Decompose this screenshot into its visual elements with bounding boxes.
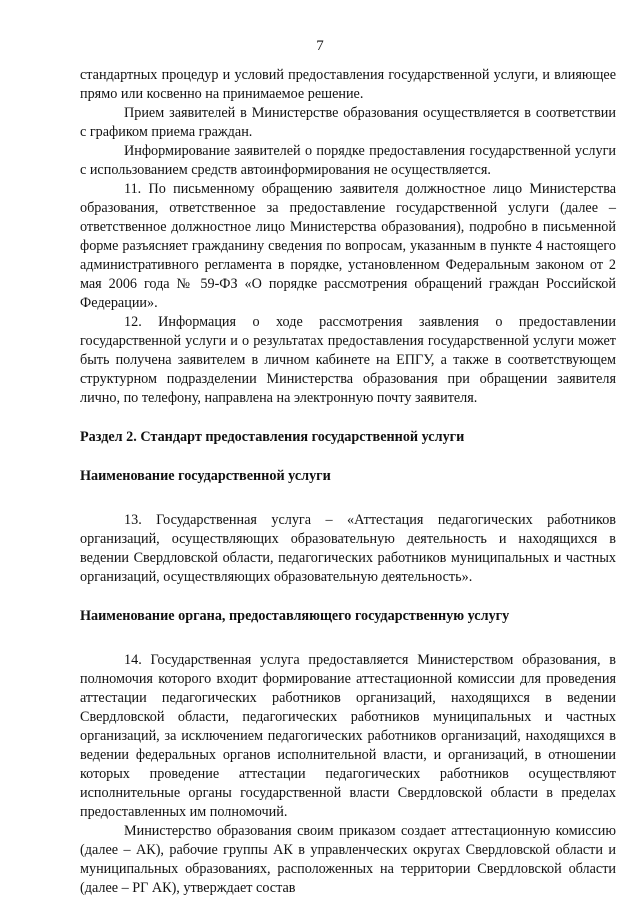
paragraph: стандартных процедур и условий предоставления государственной услуги, и влияющее прямо или косвенно на принимаемое решение. (80, 67, 616, 102)
agency-heading: Наименование органа, предоставляющего государственную услугу (80, 608, 510, 624)
paragraph-ministry: Министерство образования своим приказом создает аттестационную комиссию (далее – АК), рабочие группы АК в управленческих округах Свердловской области и муниципальных образованиях, расположенных на территории Свердловской области (далее – РГ АК), утверждает состав (80, 823, 616, 896)
paragraph: Информирование заявителей о порядке предоставления государственной услуги с использованием средств автоинформирования не осуществляется. (80, 143, 616, 178)
page-number: 7 (316, 38, 324, 54)
section-heading: Раздел 2. Стандарт предоставления государственной услуги (80, 429, 465, 445)
paragraph-13: 13. Государственная услуга – «Аттестация педагогических работников организаций, осуществляющих образовательную деятельность и находящихся в ведении Свердловской области, педагогических работников муниципальных и частных организаций, осуществляющих образовательную деятельность». (80, 512, 616, 585)
paragraph-11: 11. По письменному обращению заявителя должностное лицо Министерства образования, ответственное за предоставление государственной услуги (далее – ответственное должностное лицо Министерства образования), подробно в письменной форме разъясняет гражданину сведения по вопросам, указанным в пункте 4 настоящего административного регламента в порядке, установленном Федеральным законом от 2 мая 2006 года № 59-ФЗ «О порядке рассмотрения обращений граждан Российской Федерации». (80, 181, 616, 311)
paragraph-14: 14. Государственная услуга предоставляется Министерством образования, в полномочия которого входит формирование аттестационной комиссии для проведения аттестации педагогических работников организаций, находящихся в ведении Свердловской области, педагогических работников муниципальных и частных организаций, за исключением педагогических работников организаций, находящихся в ведении федеральных органов исполнительной власти, и организаций, в отношении которых проведение аттестации педагогических работников осуществляют исполнительные органы государственной власти Свердловской области в пределах предоставленных им полномочий. (80, 652, 616, 820)
document-body (80, 66, 616, 898)
service-name-heading: Наименование государственной услуги (80, 468, 331, 484)
paragraph: Прием заявителей в Министерстве образования осуществляется в соответствии с графиком приема граждан. (80, 105, 616, 140)
paragraph-12: 12. Информация о ходе рассмотрения заявления о предоставлении государственной услуги и о результатах предоставления государственной услуги может быть получена заявителем в личном кабинете на ЕПГУ, а также в соответствующем структурном подразделении Министерства образования при обращении заявителя лично, по телефону, направлена на электронную почту заявителя. (80, 314, 616, 406)
